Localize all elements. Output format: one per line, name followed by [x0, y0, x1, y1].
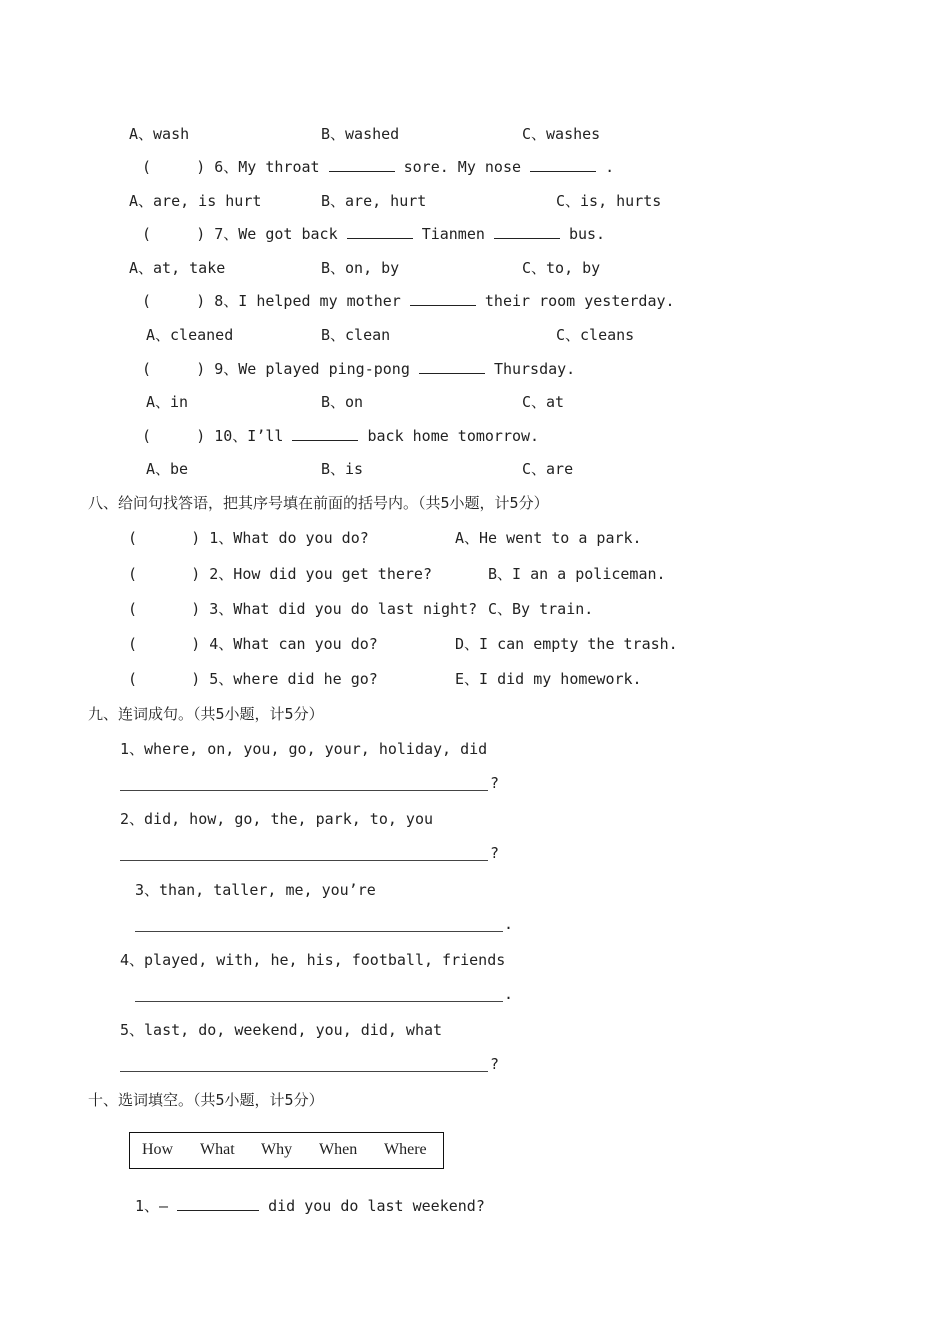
- q7-option-a: A、at, take: [129, 259, 226, 277]
- s8-answer-d: D、I can empty the trash.: [455, 635, 678, 653]
- word-bank-how: How: [142, 1141, 174, 1158]
- q7-blank-2[interactable]: [494, 224, 560, 239]
- s10-question-1: 1、— did you do last weekend?: [135, 1197, 485, 1215]
- s9-words-3: 3、than, taller, me, you’re: [135, 881, 376, 899]
- q10-option-b: B、is: [321, 460, 364, 478]
- q9-option-a: A、in: [146, 393, 189, 411]
- q10-blank[interactable]: [292, 426, 358, 441]
- q10-option-a: A、be: [146, 460, 189, 478]
- q7-stem: ( ) 7、We got back Tianmen bus.: [142, 225, 606, 243]
- s9-end-mark-1: ?: [490, 774, 500, 792]
- word-bank-where: Where: [384, 1141, 427, 1158]
- q8-option-c: C、cleans: [556, 326, 635, 344]
- word-bank-what: What: [200, 1141, 235, 1158]
- s9-end-mark-4: .: [504, 985, 514, 1003]
- s8-question-4: ( ) 4、What can you do?: [128, 635, 378, 653]
- q6-stem: ( ) 6、My throat sore. My nose .: [142, 158, 615, 176]
- q8-stem: ( ) 8、I helped my mother their room yesterday.: [142, 292, 675, 310]
- q8-option-b: B、clean: [321, 326, 391, 344]
- q7-option-b: B、on, by: [321, 259, 400, 277]
- q6-option-c: C、is, hurts: [556, 192, 662, 210]
- s8-answer-e: E、I did my homework.: [455, 670, 642, 688]
- q9-blank[interactable]: [419, 359, 485, 374]
- s9-answer-line-2[interactable]: [120, 860, 488, 861]
- s9-answer-line-4[interactable]: [135, 1001, 503, 1002]
- s8-question-5: ( ) 5、where did he go?: [128, 670, 378, 688]
- s8-question-1: ( ) 1、What do you do?: [128, 529, 369, 547]
- q10-stem: ( ) 10、I’ll back home tomorrow.: [142, 427, 540, 445]
- q8-blank[interactable]: [410, 291, 476, 306]
- section-10-title: 十、选词填空。（共5小题，计5分）: [88, 1091, 324, 1109]
- s8-answer-c: C、By train.: [488, 600, 594, 618]
- q8-option-a: A、cleaned: [146, 326, 234, 344]
- s8-question-2: ( ) 2、How did you get there?: [128, 565, 432, 583]
- q5-option-b: B、washed: [321, 125, 400, 143]
- s9-end-mark-5: ?: [490, 1055, 500, 1073]
- s8-question-3: ( ) 3、What did you do last night?: [128, 600, 478, 618]
- q6-option-b: B、are, hurt: [321, 192, 427, 210]
- s9-words-4: 4、played, with, he, his, football, friends: [120, 951, 506, 969]
- s8-answer-a: A、He went to a park.: [455, 529, 642, 547]
- s9-answer-line-1[interactable]: [120, 790, 488, 791]
- s9-answer-line-5[interactable]: [120, 1071, 488, 1072]
- q6-blank-2[interactable]: [530, 157, 596, 172]
- s9-end-mark-3: .: [504, 915, 514, 933]
- s9-answer-line-3[interactable]: [135, 931, 503, 932]
- q6-option-a: A、are, is hurt: [129, 192, 262, 210]
- q6-blank-1[interactable]: [329, 157, 395, 172]
- section-9-title: 九、连词成句。（共5小题，计5分）: [88, 705, 324, 723]
- s8-answer-b: B、I an a policeman.: [488, 565, 666, 583]
- s9-words-2: 2、did, how, go, the, park, to, you: [120, 810, 434, 828]
- q10-option-c: C、are: [522, 460, 574, 478]
- word-bank-when: When: [319, 1141, 358, 1158]
- s10-blank-1[interactable]: [177, 1196, 259, 1211]
- q5-option-c: C、washes: [522, 125, 601, 143]
- q9-option-b: B、on: [321, 393, 364, 411]
- section-8-title: 八、给问句找答语，把其序号填在前面的括号内。（共5小题，计5分）: [88, 494, 549, 512]
- q9-stem: ( ) 9、We played ping-pong Thursday.: [142, 360, 576, 378]
- q7-option-c: C、to, by: [522, 259, 601, 277]
- word-bank-why: Why: [261, 1141, 293, 1158]
- s9-end-mark-2: ?: [490, 844, 500, 862]
- word-bank-box: [129, 1132, 444, 1169]
- q9-option-c: C、at: [522, 393, 565, 411]
- q5-option-a: A、wash: [129, 125, 190, 143]
- s9-words-5: 5、last, do, weekend, you, did, what: [120, 1021, 443, 1039]
- s9-words-1: 1、where, on, you, go, your, holiday, did: [120, 740, 488, 758]
- q7-blank-1[interactable]: [347, 224, 413, 239]
